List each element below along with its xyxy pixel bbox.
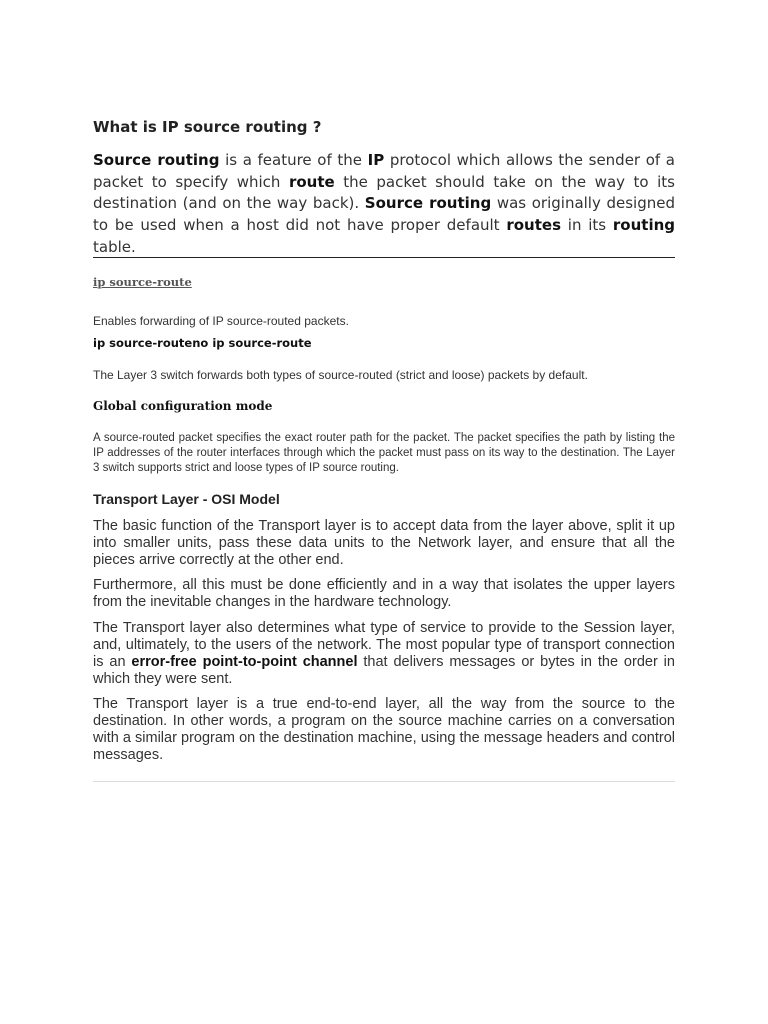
transport-paragraph-3	[93, 620, 675, 688]
intro-term: routing	[612, 216, 676, 235]
intro-paragraph	[93, 150, 675, 259]
command-default: The Layer 3 switch forwards both types of source-routed (strict and loose) packets by default.	[93, 368, 588, 382]
transport-heading: Transport Layer - OSI Model	[93, 491, 280, 507]
intro-term: Source routing	[364, 194, 492, 213]
transport-paragraph-4: The Transport layer is a true end-to-end layer, all the way from the source to the destination. In other words, a program on the source machine carries on a conversation with a similar program on the destination machine, using the message headers and control messages.	[93, 696, 675, 763]
bold-term: error-free point-to-point channel	[131, 654, 358, 670]
paragraph-text: that delivers messages or bytes in the order in which they were sent.	[93, 654, 675, 687]
paragraph-text: The Transport layer also determines what type of service to provide to the Session layer, and, ultimately, to the users of the network. The most popular type of transport connection is an	[93, 620, 675, 670]
intro-text: the packet should take on the way to its destination (and on the way back).	[93, 172, 675, 213]
footer-divider	[93, 781, 675, 782]
intro-term: routes	[506, 216, 562, 235]
intro-text: protocol which allows the sender of a packet to specify which	[93, 151, 675, 191]
intro-term: route	[288, 172, 335, 191]
command-syntax: ip source-routeno ip source-route	[93, 336, 312, 350]
intro-term: IP	[367, 151, 385, 169]
page-title: What is IP source routing ?	[93, 118, 322, 136]
intro-term: Source routing	[93, 151, 220, 169]
intro-text: in its	[561, 216, 613, 235]
command-usage: A source-routed packet specifies the exact router path for the packet. The packet specifies the path by listing the IP addresses of the router interfaces through which the packet must pass on its way to the destination. The Layer 3 switch supports strict and loose types of IP source routing.	[93, 432, 675, 474]
intro-text: table.	[93, 237, 136, 256]
command-description: Enables forwarding of IP source-routed packets.	[93, 314, 349, 328]
intro-text: is a feature of the	[219, 151, 368, 169]
command-mode: Global configuration mode	[93, 399, 273, 413]
transport-paragraph-1: The basic function of the Transport layer is to accept data from the layer above, split it up into smaller units, pass these data units to the Network layer, and ensure that all the pieces arrive correctly at the other end.	[93, 518, 675, 568]
intro-text: was originally designed to be used when a host did not have proper default	[93, 194, 675, 235]
command-name-link[interactable]: ip source-route	[93, 275, 192, 289]
section-divider	[93, 257, 675, 258]
transport-paragraph-2: Furthermore, all this must be done efficiently and in a way that isolates the upper layers from the inevitable changes in the hardware technology.	[93, 577, 675, 610]
